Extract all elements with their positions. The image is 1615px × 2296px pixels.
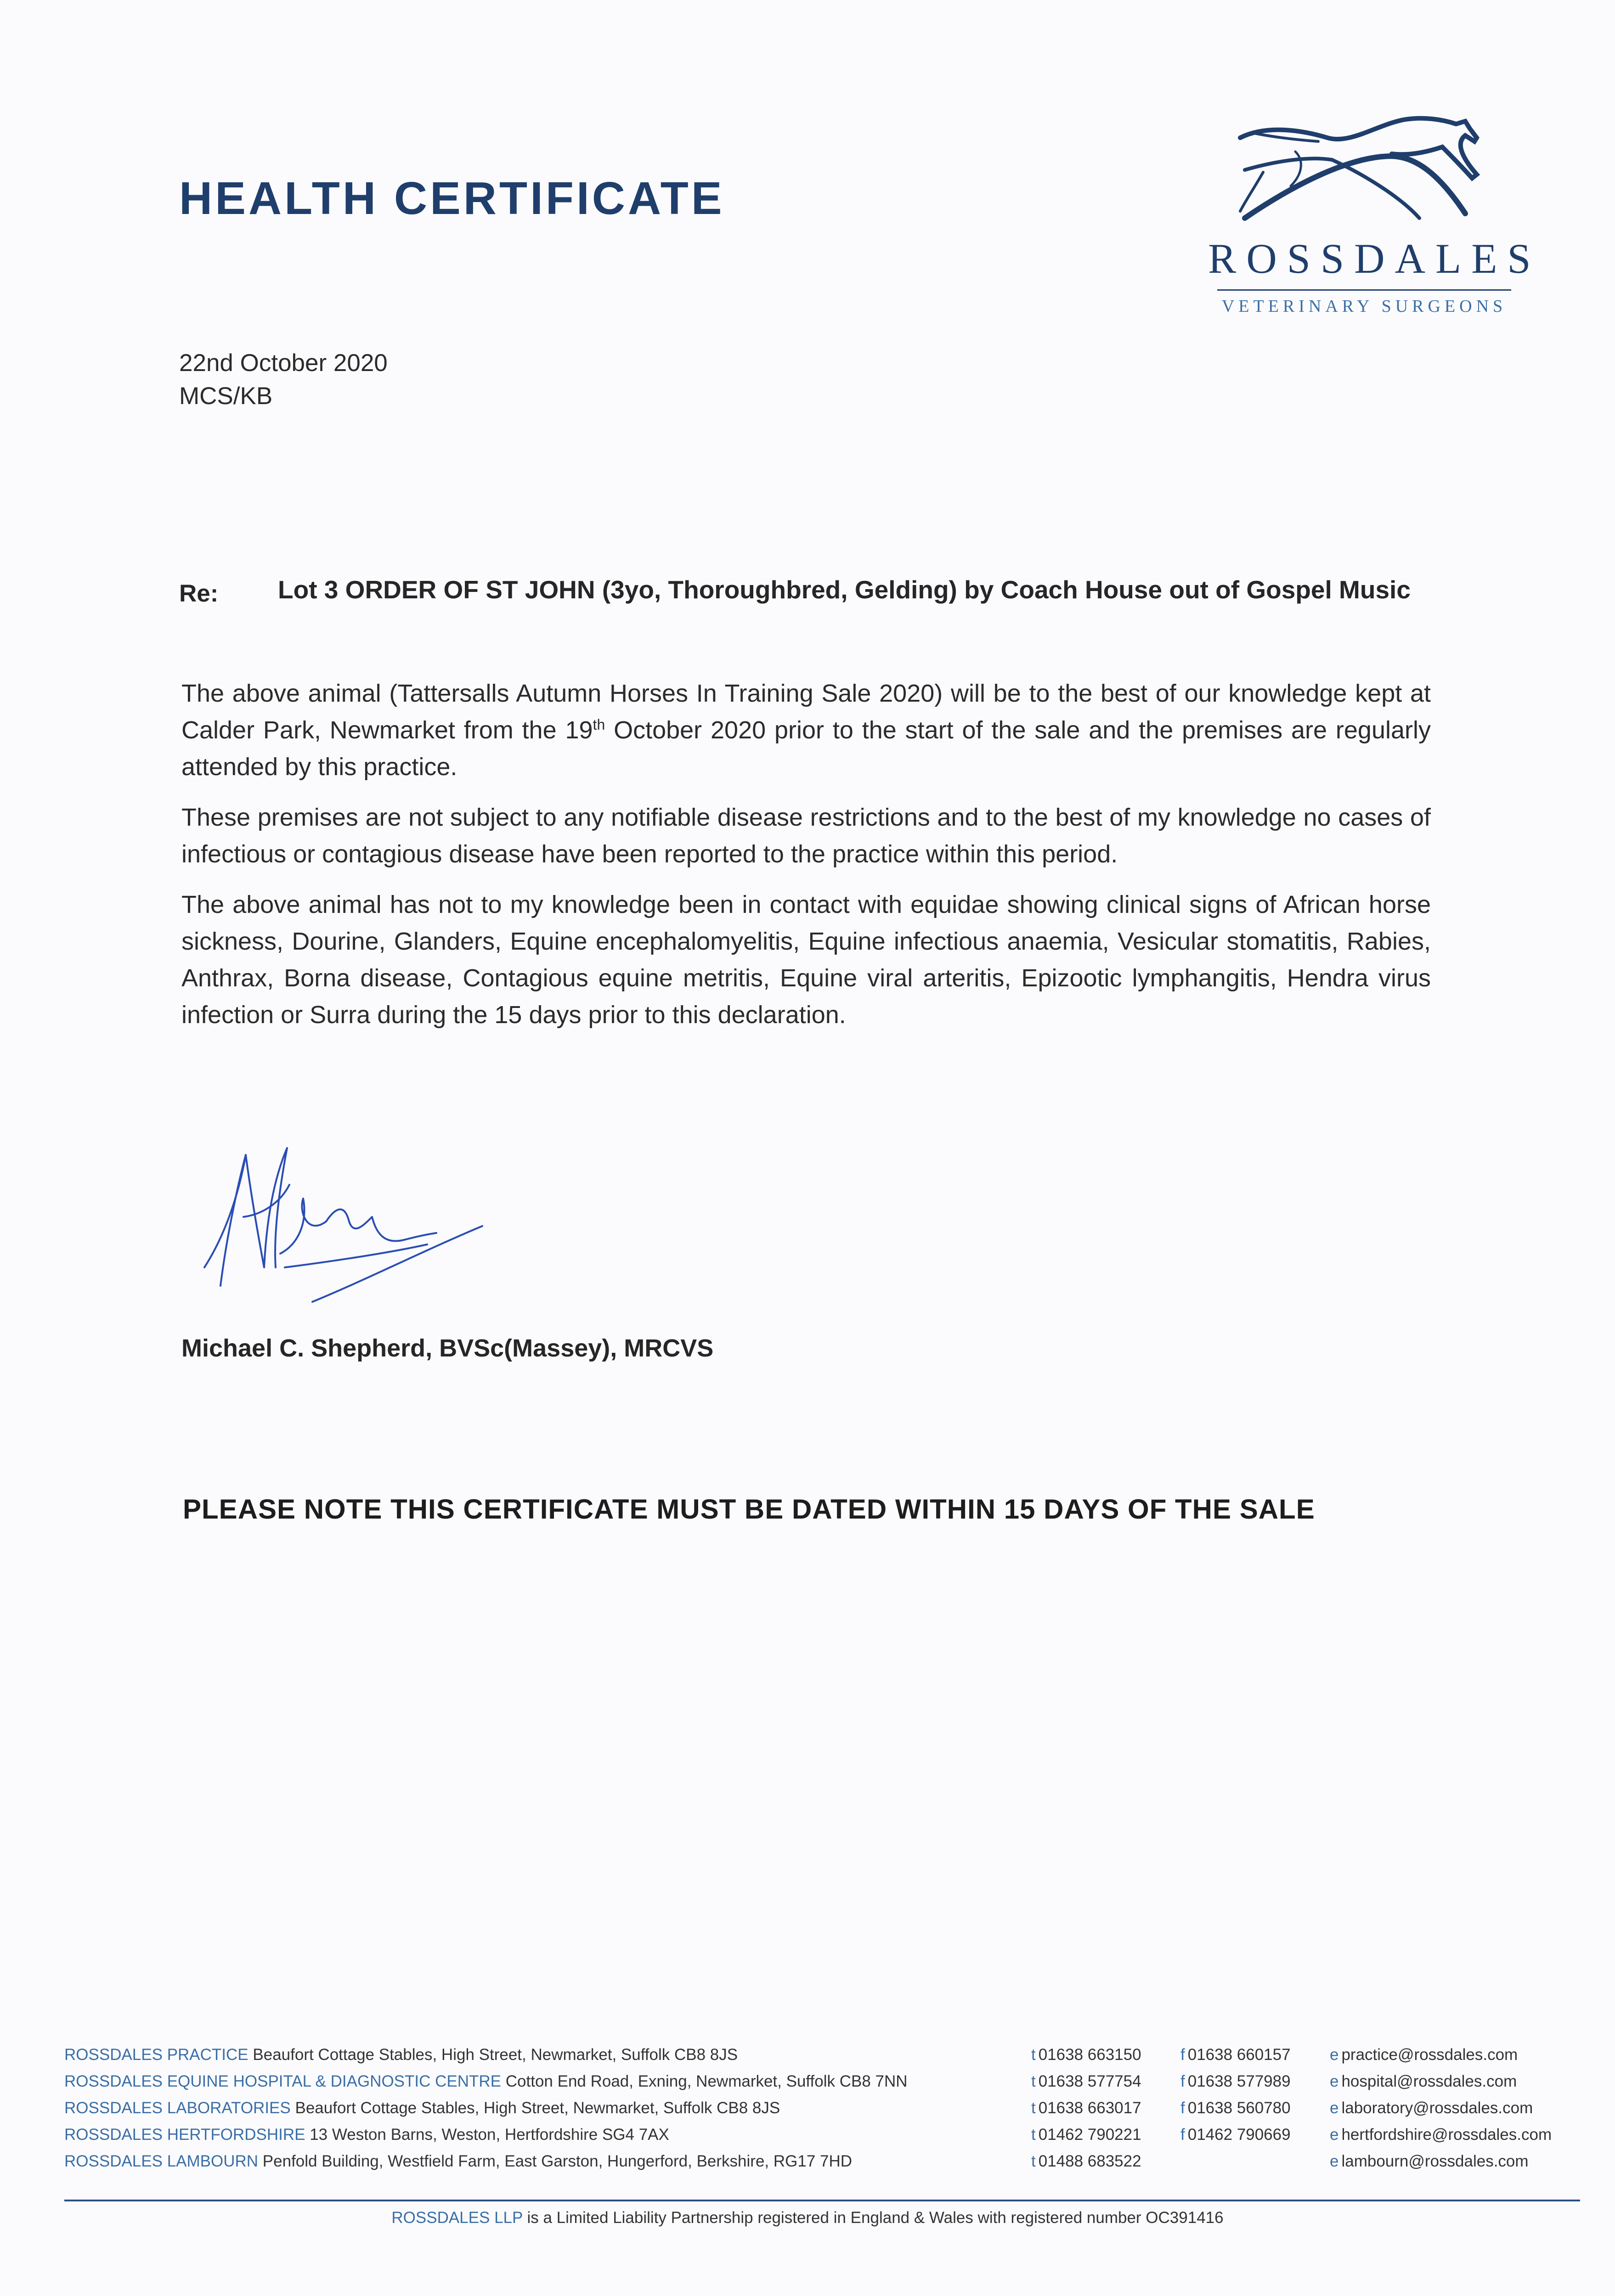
body-paragraph-2: These premises are not subject to any notifiable disease restrictions and to the best of my knowledge no cases of infectious or contagious disease have been reported to the practice within this period. — [181, 804, 1431, 868]
certificate-body — [181, 675, 1431, 1047]
footer-tel: t 01638 577754 — [1031, 2072, 1141, 2090]
logo-wordmark: ROSSDALES — [1208, 235, 1541, 282]
footer-address: ROSSDALES HERTFORDSHIRE 13 Weston Barns, Weston, Hertfordshire SG4 7AX — [64, 2126, 669, 2144]
re-label: Re: — [179, 580, 219, 607]
logo-tagline: VETERINARY SURGEONS — [1221, 297, 1507, 316]
footer-email: e hertfordshire@rossdales.com — [1330, 2126, 1552, 2144]
footer-tel: t 01462 790221 — [1031, 2126, 1141, 2144]
footer-address: ROSSDALES LABORATORIES Beaufort Cottage Stables, High Street, Newmarket, Suffolk CB8 8JS — [64, 2099, 780, 2117]
letter-ref: MCS/KB — [179, 383, 273, 410]
reference-block — [179, 347, 388, 413]
footer-fax: f 01638 660157 — [1180, 2046, 1291, 2064]
horse-logo-icon — [1226, 106, 1484, 230]
logo-divider — [1217, 289, 1511, 291]
footer-fax: f 01462 790669 — [1180, 2126, 1291, 2144]
dating-notice: PLEASE NOTE THIS CERTIFICATE MUST BE DATED WITHIN 15 DAYS OF THE SALE — [183, 1494, 1315, 1525]
footer-tel: t 01638 663017 — [1031, 2099, 1141, 2117]
signature-image — [170, 1130, 501, 1304]
body-paragraph-1: The above animal (Tattersalls Autumn Horses In Training Sale 2020) will be to the best of our knowledge kept at Calder Park, Newmarket from the 19th October 2020 prior to the start of the sale and the premises are regularly attended by this practice. — [181, 680, 1431, 781]
footer-email: e practice@rossdales.com — [1330, 2046, 1518, 2064]
page-title: HEALTH CERTIFICATE — [179, 173, 725, 224]
footer-email: e lambourn@rossdales.com — [1330, 2152, 1529, 2170]
re-subject: Lot 3 ORDER OF ST JOHN (3yo, Thoroughbred, Gelding) by Coach House out of Gospel Music — [278, 575, 1411, 604]
footer-tel: t 01638 663150 — [1031, 2046, 1141, 2064]
rossdales-logo — [1208, 106, 1541, 321]
footer-address: ROSSDALES LAMBOURN Penfold Building, Westfield Farm, East Garston, Hungerford, Berkshire, RG17 7HD — [64, 2152, 853, 2170]
footer-fax: f 01638 577989 — [1180, 2072, 1291, 2090]
footer-email: e hospital@rossdales.com — [1330, 2072, 1517, 2090]
footer-address: ROSSDALES PRACTICE Beaufort Cottage Stables, High Street, Newmarket, Suffolk CB8 8JS — [64, 2046, 738, 2064]
body-paragraph-3: The above animal has not to my knowledge been in contact with equidae showing clinical signs of African horse sickness, Dourine, Glanders, Equine encephalomyelitis, Equine infectious anaemia, Vesicular stomatitis, Rabies, Anthrax, Borna disease, Contagious equine metritis, Equine viral arteritis, Epizootic lymphangitis, Hendra virus infection or Surra during the 15 days prior to this declaration. — [181, 891, 1431, 1029]
signatory-name: Michael C. Shepherd, BVSc(Massey), MRCVS — [181, 1334, 714, 1362]
footer-divider — [64, 2200, 1580, 2201]
footer-fax: f 01638 560780 — [1180, 2099, 1291, 2117]
footer-email: e laboratory@rossdales.com — [1330, 2099, 1533, 2117]
legal-notice: ROSSDALES LLP is a Limited Liability Partnership registered in England & Wales with registered number OC391416 — [391, 2209, 1224, 2227]
footer-address: ROSSDALES EQUINE HOSPITAL & DIAGNOSTIC CENTRE Cotton End Road, Exning, Newmarket, Suffolk CB8 7NN — [64, 2072, 908, 2090]
letter-date: 22nd October 2020 — [179, 349, 388, 377]
footer-tel: t 01488 683522 — [1031, 2152, 1141, 2170]
